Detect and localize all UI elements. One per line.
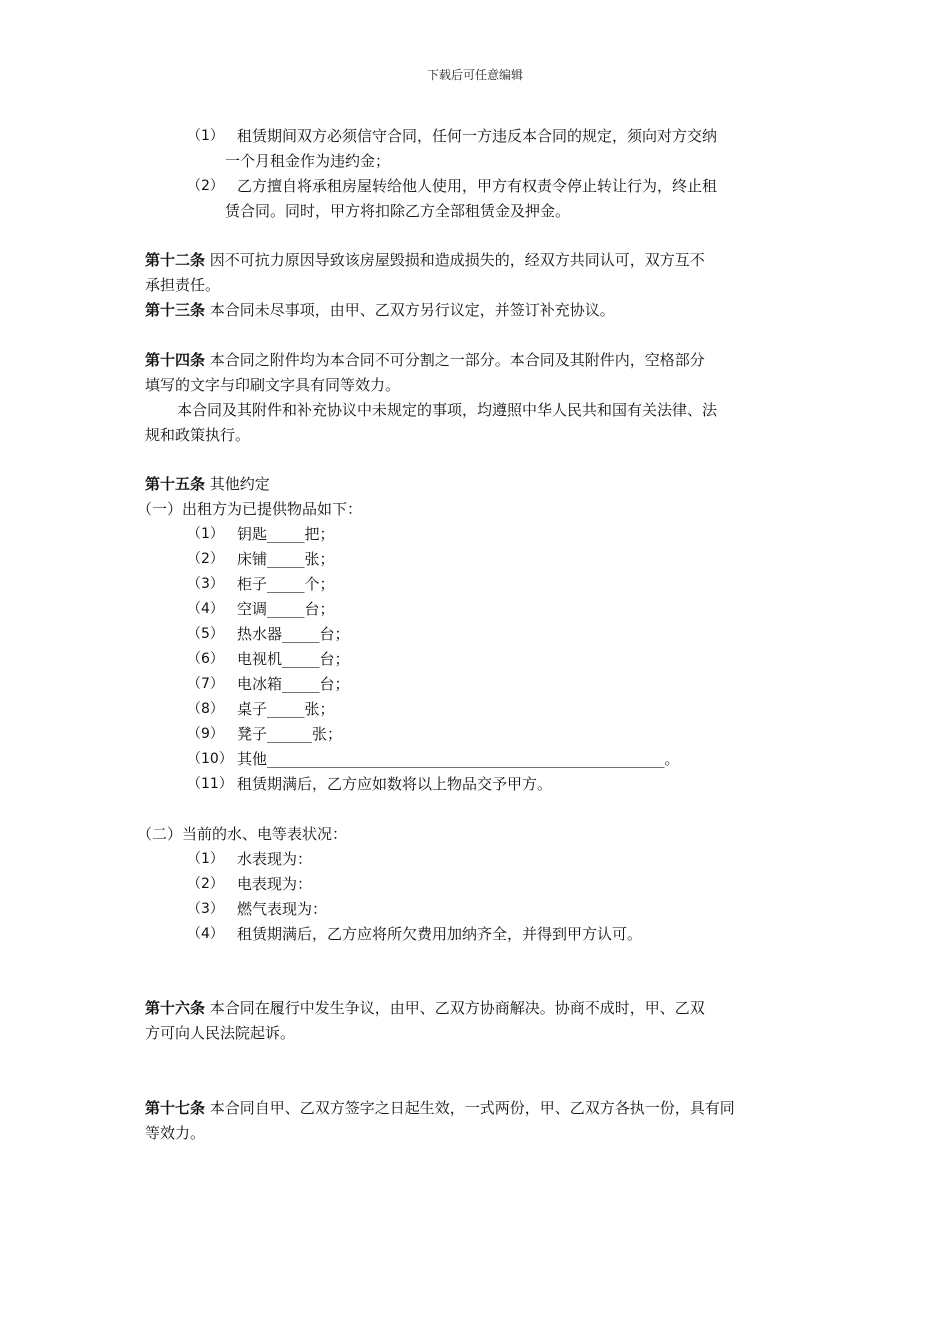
item-number: （10） [187, 751, 233, 767]
item-number: （1） [187, 851, 224, 867]
list-item [145, 697, 805, 722]
item-number: （4） [187, 926, 224, 942]
list-item [145, 672, 805, 697]
item-number: （2） [187, 178, 224, 194]
list-item [145, 522, 805, 547]
item-text: 空调_____台； [237, 600, 335, 618]
article-17 [145, 1096, 805, 1146]
item-text: 桌子_____张； [237, 700, 335, 718]
article-15 [137, 472, 805, 797]
item-text: 电冰箱_____台； [237, 675, 350, 693]
item-number: （1） [187, 526, 224, 542]
list-item [145, 847, 805, 872]
article-title: 其他约定 [205, 475, 270, 493]
article-16 [145, 996, 805, 1046]
section-heading: （二）当前的水、电等表状况： [137, 825, 348, 843]
article-text: 本合同未尽事项，由甲、乙双方另行议定，并签订补充协议。 [205, 301, 615, 319]
list-item [145, 597, 805, 622]
item-number: （6） [187, 651, 224, 667]
article-text-cont: 等效力。 [145, 1124, 206, 1142]
list-item [145, 622, 805, 647]
article-paragraph: 本合同及其附件和补充协议中未规定的事项，均遵照中华人民共和国有关法律、法 [177, 401, 718, 419]
article-label: 第十五条 [145, 475, 206, 493]
item-text: 钥匙_____把； [237, 525, 335, 543]
list-item [145, 547, 805, 572]
article-text: 本合同在履行中发生争议，由甲、乙双方协商解决。协商不成时，甲、乙双 [205, 999, 705, 1017]
article-text: 因不可抗力原因导致该房屋毁损和造成损失的，经双方共同认可，双方互不 [205, 251, 705, 269]
item-text: 电表现为： [237, 875, 313, 893]
item-text: 乙方擅自将承租房屋转给他人使用，甲方有权责令停止转让行为，终止租 [237, 177, 718, 195]
article-14 [145, 348, 805, 448]
item-text: 燃气表现为： [237, 900, 328, 918]
list-item [145, 722, 805, 747]
list-item [145, 872, 805, 897]
item-text-cont: 赁合同。同时，甲方将扣除乙方全部租赁金及押金。 [225, 202, 571, 220]
item-number: （9） [187, 726, 224, 742]
list-item [145, 897, 805, 922]
article-text-cont: 填写的文字与印刷文字具有同等效力。 [145, 376, 401, 394]
article-label: 第十三条 [145, 301, 206, 319]
item-text: 租赁期满后，乙方应如数将以上物品交予甲方。 [237, 775, 553, 793]
article-text: 本合同自甲、乙双方签字之日起生效，一式两份，甲、乙双方各执一份，具有同 [205, 1099, 735, 1117]
item-text: 床铺_____张； [237, 550, 335, 568]
item-text: 其他_____________________________________________________。 [237, 750, 680, 768]
list-item [145, 174, 805, 224]
item-text: 租赁期满后，乙方应将所欠费用加纳齐全，并得到甲方认可。 [237, 925, 643, 943]
item-text: 水表现为： [237, 850, 313, 868]
article-text-cont: 承担责任。 [145, 276, 221, 294]
item-number: （5） [187, 626, 224, 642]
page-header: 下载后可任意编辑 [426, 68, 523, 82]
article-paragraph-cont: 规和政策执行。 [145, 426, 251, 444]
item-number: （2） [187, 551, 224, 567]
list-item [145, 922, 805, 947]
list-item [145, 124, 805, 174]
article-label: 第十四条 [145, 351, 206, 369]
article-label: 第十二条 [145, 251, 206, 269]
item-number: （8） [187, 701, 224, 717]
item-text: 热水器_____台； [237, 625, 350, 643]
list-item [145, 572, 805, 597]
list-item [145, 647, 805, 672]
meter-section [137, 822, 805, 947]
list-item [145, 772, 805, 797]
item-text: 凳子______张； [237, 725, 343, 743]
item-number: （4） [187, 601, 224, 617]
item-number: （3） [187, 901, 224, 917]
item-text: 租赁期间双方必须信守合同，任何一方违反本合同的规定，须向对方交纳 [237, 127, 718, 145]
article-13 [145, 298, 805, 323]
list-item [145, 747, 805, 772]
item-number: （1） [187, 128, 224, 144]
article-label: 第十七条 [145, 1099, 206, 1117]
article-text-cont: 方可向人民法院起诉。 [145, 1024, 296, 1042]
section-heading: （一）出租方为已提供物品如下： [137, 500, 363, 518]
item-number: （3） [187, 576, 224, 592]
article-12 [145, 248, 805, 298]
item-text: 电视机_____台； [237, 650, 350, 668]
item-text-cont: 一个月租金作为违约金； [225, 152, 391, 170]
article-label: 第十六条 [145, 999, 206, 1017]
penalty-list [145, 124, 805, 224]
item-text: 柜子_____个； [237, 575, 335, 593]
article-text: 本合同之附件均为本合同不可分割之一部分。本合同及其附件内，空格部分 [205, 351, 705, 369]
item-number: （11） [187, 776, 233, 792]
item-number: （7） [187, 676, 224, 692]
item-number: （2） [187, 876, 224, 892]
